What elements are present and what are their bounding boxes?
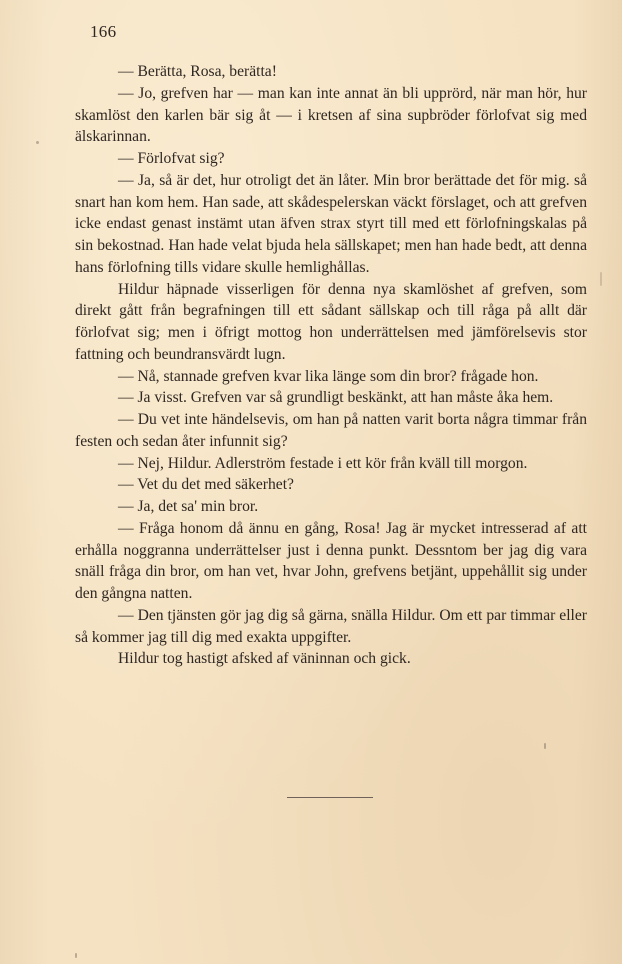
- page-number: 166: [90, 22, 117, 41]
- paragraph: Hildur tog hastigt afsked af väninnan och gick.: [118, 650, 411, 668]
- body-text: [75, 61, 587, 670]
- paper-speck: [600, 272, 602, 286]
- paragraph: — Nej, Hildur. Adlerström festade i ett kör från kväll till morgon.: [118, 454, 528, 472]
- paragraph: — Ja visst. Grefven var så grundligt beskänkt, att han måste åka hem.: [118, 389, 554, 407]
- paragraph: — Ja, så är det, hur otroligt det än låter. Min bror berättade det för mig. så snart han kom hem. Han sade, att skådespelerskan väckt förslaget, och att grefven icke endast genast instämt utan äfven strax styrt till med ett förlofningskalas på sin bekostnad. Han hade velat bjuda hela sällskapet; men han hade bedt, att denna hans förlofning tills vidare skulle hemlighållas.: [75, 171, 587, 276]
- paragraph: — Förlofvat sig?: [118, 150, 225, 167]
- paragraph: — Jo, grefven har — man kan inte annat än bli upprörd, när man hör, hur skamlöst den karlen bär sig åt — i kretsen af sina supbröder förlofvat sig med älskarinnan.: [75, 84, 587, 146]
- paragraph: — Nå, stannade grefven kvar lika länge som din bror? frågade hon.: [118, 367, 539, 385]
- paper-speck: [75, 953, 77, 958]
- paragraph: — Vet du det med säkerhet?: [118, 476, 294, 494]
- paragraph: — Ja, det sa' min bror.: [118, 498, 259, 515]
- section-divider: [287, 797, 373, 798]
- paragraph: Hildur häpnade visserligen för denna nya skamlöshet af grefven, som direkt gått från begrafningen till ett sådant sällskap och till råga på allt där förlofvat sig; men i öfrigt mottog hon underrättelsen med jämförelsevis stor fattning och beundransvärdt lugn.: [75, 280, 587, 363]
- paper-speck: [36, 141, 39, 144]
- paper-speck: [544, 743, 546, 749]
- paragraph: — Fråga honom då ännu en gång, Rosa! Jag är mycket intresserad af att erhålla noggranna underrättelser just i denna punkt. Dessntom ber jag dig vara snäll fråga din bror, om han vet, hvar John, grefvens betjänt, uppehållit sig under den gångna natten.: [75, 519, 587, 602]
- paragraph: — Den tjänsten gör jag dig så gärna, snälla Hildur. Om ett par timmar eller så kommer jag till dig med exakta uppgifter.: [75, 606, 587, 646]
- paragraph: — Berätta, Rosa, berätta!: [118, 63, 277, 80]
- paragraph: — Du vet inte händelsevis, om han på natten varit borta några timmar från festen och sedan åter infunnit sig?: [75, 411, 587, 450]
